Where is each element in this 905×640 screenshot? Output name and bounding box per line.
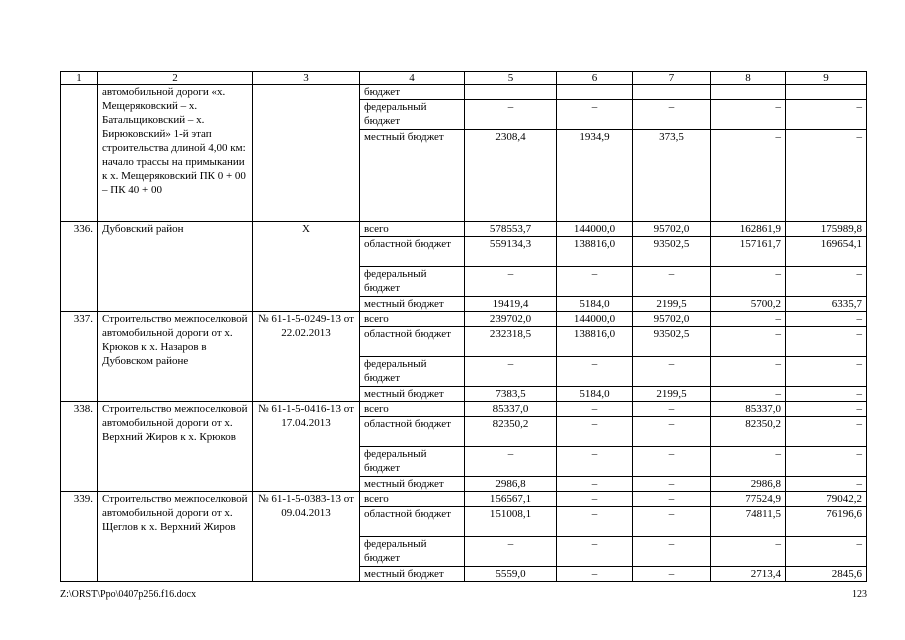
budget-label: всего (360, 312, 465, 327)
value-cell (711, 85, 786, 100)
value-cell: 74811,5 (711, 507, 786, 537)
value-cell: – (633, 402, 711, 417)
budget-label: областной бюджет (360, 327, 465, 357)
entry-document: № 61-1-5-0383-13 от 09.04.2013 (253, 492, 360, 582)
budget-label: всего (360, 402, 465, 417)
entry-name: Строительство межпоселковой автомобильной дороги от х. Крюков к х. Назаров в Дубовском районе (98, 312, 253, 402)
value-cell: 373,5 (633, 130, 711, 222)
value-cell: – (465, 100, 557, 130)
value-cell: 559134,3 (465, 237, 557, 267)
value-cell (557, 85, 633, 100)
header-cell: 2 (98, 72, 253, 85)
value-cell: 2986,8 (711, 477, 786, 492)
value-cell: – (711, 267, 786, 297)
budget-label: бюджет (360, 85, 465, 100)
entry-document (253, 85, 360, 222)
value-cell: 79042,2 (786, 492, 867, 507)
value-cell: 138816,0 (557, 237, 633, 267)
value-cell: – (711, 387, 786, 402)
budget-label: областной бюджет (360, 507, 465, 537)
value-cell: 2308,4 (465, 130, 557, 222)
value-cell: – (711, 100, 786, 130)
value-cell: 82350,2 (465, 417, 557, 447)
value-cell: – (465, 537, 557, 567)
file-path: Z:\ORST\Ppo\0407p256.f16.docx (60, 589, 197, 600)
value-cell: 578553,7 (465, 222, 557, 237)
value-cell: 77524,9 (711, 492, 786, 507)
value-cell: 239702,0 (465, 312, 557, 327)
entry-number: 337. (61, 312, 98, 402)
header-cell: 7 (633, 72, 711, 85)
value-cell: 169654,1 (786, 237, 867, 267)
value-cell: – (557, 447, 633, 477)
header-cell: 9 (786, 72, 867, 85)
value-cell: 138816,0 (557, 327, 633, 357)
value-cell: 2986,8 (465, 477, 557, 492)
value-cell: – (786, 100, 867, 130)
value-cell: – (557, 402, 633, 417)
value-cell: – (557, 537, 633, 567)
entry-name: Строительство межпоселковой автомобильной дороги от х. Верхний Жиров к х. Крюков (98, 402, 253, 492)
header-cell: 5 (465, 72, 557, 85)
value-cell: – (786, 357, 867, 387)
table-row (61, 492, 867, 507)
value-cell: 95702,0 (633, 312, 711, 327)
value-cell: – (633, 100, 711, 130)
value-cell: – (557, 267, 633, 297)
value-cell: – (465, 447, 557, 477)
value-cell: 144000,0 (557, 222, 633, 237)
budget-label: федеральный бюджет (360, 447, 465, 477)
value-cell: 151008,1 (465, 507, 557, 537)
value-cell: – (633, 477, 711, 492)
value-cell: 1934,9 (557, 130, 633, 222)
entry-number: 338. (61, 402, 98, 492)
header-cell: 6 (557, 72, 633, 85)
entry-name: автомобильной дороги «х. Мещеряковский – х. Батальщиковский – х. Бирюковский» 1-й этап строительства длиной 4,00 км: начало трассы на примыкании к х. Мещеряковский ПК 0 + 00 – ПК 40 + 00 (98, 85, 253, 222)
entry-name: Строительство межпоселковой автомобильной дороги от х. Щеглов к х. Верхний Жиров (98, 492, 253, 582)
table-row (61, 222, 867, 237)
value-cell: – (711, 357, 786, 387)
value-cell: – (711, 327, 786, 357)
value-cell: 157161,7 (711, 237, 786, 267)
value-cell: – (633, 492, 711, 507)
value-cell: – (633, 567, 711, 582)
value-cell: 85337,0 (711, 402, 786, 417)
value-cell: – (557, 417, 633, 447)
entry-document: № 61-1-5-0249-13 от 22.02.2013 (253, 312, 360, 402)
value-cell: 5184,0 (557, 297, 633, 312)
value-cell: – (557, 507, 633, 537)
value-cell: 2845,6 (786, 567, 867, 582)
value-cell: 82350,2 (711, 417, 786, 447)
table-row (61, 312, 867, 327)
budget-table (60, 71, 867, 582)
value-cell: – (786, 387, 867, 402)
budget-label: федеральный бюджет (360, 537, 465, 567)
value-cell: 85337,0 (465, 402, 557, 417)
value-cell: – (633, 417, 711, 447)
entry-name: Дубовский район (98, 222, 253, 312)
budget-label: федеральный бюджет (360, 267, 465, 297)
value-cell: 93502,5 (633, 327, 711, 357)
value-cell (465, 85, 557, 100)
value-cell: 95702,0 (633, 222, 711, 237)
value-cell: 2199,5 (633, 297, 711, 312)
value-cell: – (786, 267, 867, 297)
budget-label: областной бюджет (360, 237, 465, 267)
value-cell: – (465, 267, 557, 297)
value-cell: – (557, 492, 633, 507)
value-cell: – (786, 130, 867, 222)
value-cell: 232318,5 (465, 327, 557, 357)
header-row (61, 72, 867, 85)
value-cell: 5559,0 (465, 567, 557, 582)
value-cell: 6335,7 (786, 297, 867, 312)
header-cell: 8 (711, 72, 786, 85)
budget-label: федеральный бюджет (360, 100, 465, 130)
value-cell: – (786, 477, 867, 492)
entry-document: № 61-1-5-0416-13 от 17.04.2013 (253, 402, 360, 492)
value-cell: 5700,2 (711, 297, 786, 312)
value-cell: – (786, 327, 867, 357)
table-row (61, 85, 867, 100)
value-cell: – (633, 537, 711, 567)
header-cell: 1 (61, 72, 98, 85)
value-cell: 162861,9 (711, 222, 786, 237)
value-cell (633, 85, 711, 100)
value-cell: 5184,0 (557, 387, 633, 402)
budget-label: федеральный бюджет (360, 357, 465, 387)
budget-label: местный бюджет (360, 130, 465, 222)
value-cell: 7383,5 (465, 387, 557, 402)
value-cell: – (633, 267, 711, 297)
value-cell: – (557, 100, 633, 130)
value-cell: – (711, 447, 786, 477)
value-cell: 19419,4 (465, 297, 557, 312)
budget-label: всего (360, 222, 465, 237)
header-cell: 3 (253, 72, 360, 85)
value-cell: – (633, 447, 711, 477)
value-cell: – (711, 130, 786, 222)
value-cell: – (786, 417, 867, 447)
value-cell: – (465, 357, 557, 387)
value-cell: – (711, 537, 786, 567)
value-cell: – (786, 447, 867, 477)
page-number: 123 (852, 589, 867, 600)
budget-label: местный бюджет (360, 387, 465, 402)
value-cell: 76196,6 (786, 507, 867, 537)
entry-document: Х (253, 222, 360, 312)
value-cell: – (633, 507, 711, 537)
value-cell: – (557, 477, 633, 492)
budget-label: областной бюджет (360, 417, 465, 447)
value-cell: 93502,5 (633, 237, 711, 267)
budget-label: всего (360, 492, 465, 507)
entry-number (61, 85, 98, 222)
value-cell: 175989,8 (786, 222, 867, 237)
entry-number: 336. (61, 222, 98, 312)
value-cell: – (786, 312, 867, 327)
table-row (61, 402, 867, 417)
value-cell: – (557, 567, 633, 582)
value-cell (786, 85, 867, 100)
value-cell: 2199,5 (633, 387, 711, 402)
value-cell: – (711, 312, 786, 327)
entry-number: 339. (61, 492, 98, 582)
value-cell: – (557, 357, 633, 387)
budget-label: местный бюджет (360, 567, 465, 582)
budget-label: местный бюджет (360, 477, 465, 492)
value-cell: – (786, 402, 867, 417)
value-cell: – (633, 357, 711, 387)
value-cell: 156567,1 (465, 492, 557, 507)
value-cell: 2713,4 (711, 567, 786, 582)
value-cell: 144000,0 (557, 312, 633, 327)
budget-label: местный бюджет (360, 297, 465, 312)
header-cell: 4 (360, 72, 465, 85)
value-cell: – (786, 537, 867, 567)
